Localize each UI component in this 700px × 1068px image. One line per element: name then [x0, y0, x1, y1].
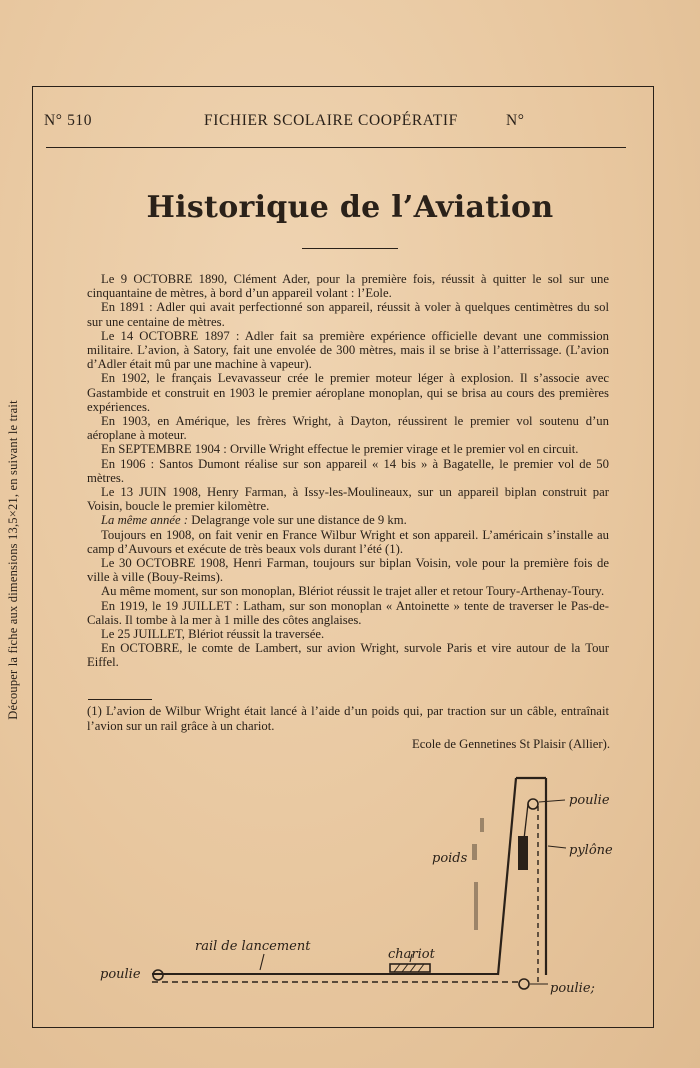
base-pulley-icon	[519, 979, 529, 989]
label-poulie-left: poulie	[100, 967, 141, 982]
top-pulley-icon	[528, 799, 538, 809]
footnote-text: (1) L’avion de Wilbur Wright était lancé à l’aide d’un poids qui, par traction sur un câble, entraînait l’avion sur un rail grâce à un chariot.	[87, 704, 609, 733]
header-title: FICHIER SCOLAIRE COOPÉRATIF	[204, 112, 458, 129]
footnote	[87, 704, 609, 734]
chariot-block	[390, 964, 430, 972]
paragraph: En 1903, en Amérique, les frères Wright, à Dayton, réussirent le premier vol soutenu d’un aéroplane à moteur.	[87, 414, 609, 443]
paragraph: En SEPTEMBRE 1904 : Orville Wright effectue le premier virage et le premier vol en circuit.	[101, 442, 579, 457]
label-poulie-top: poulie	[569, 793, 610, 808]
label-poids: poids	[432, 851, 468, 866]
number-label: N°	[506, 112, 525, 129]
signature: Ecole de Gennetines St Plaisir (Allier).	[411, 737, 610, 751]
paragraph: Toujours en 1908, on fait venir en France Wilbur Wright et son appareil. L’américain s’installe au camp d’Auvours et exécute de très beaux vols durant l’été (1).	[87, 527, 609, 556]
italic-lead: La même année :	[101, 513, 189, 528]
paragraph: En 1919, le 19 JUILLET : Latham, sur son monoplan « Antoinette » tente de traverser le Pas-de-Calais. Il tombe à la mer à 1 mille des côtes anglaises.	[87, 598, 609, 627]
card-number: N° 510	[44, 112, 93, 129]
paragraph: En OCTOBRE, le comte de Lambert, sur avion Wright, survole Paris et vire autour de la Tour Eiffel.	[87, 641, 609, 670]
paragraph: Le 9 OCTOBRE 1890, Clément Ader, pour la première fois, réussit à quitter le sol sur une cinquantaine de mètres, à bord d’un appareil volant : l’Eole.	[87, 272, 609, 301]
label-poulie-right: poulie;	[550, 981, 595, 996]
label-chariot: chariot	[388, 947, 435, 962]
weight-block	[518, 836, 528, 870]
cutting-instruction-text: Découper la fiche aux dimensions 13,5×21, en suivant le trait	[6, 400, 20, 720]
footnote-divider	[88, 699, 152, 700]
paragraph: Le 14 OCTOBRE 1897 : Adler fait sa première expérience officielle devant une commission militaire. L’avion, à Satory, fait une envolée de 300 mètres, mais il se brise à l’atterrissage. (L’avion d’Adler était mû par une machine à vapeur).	[87, 328, 609, 372]
header-divider	[46, 147, 626, 148]
article-body	[87, 272, 609, 670]
pencil-marks	[472, 818, 484, 930]
pylon-structure	[498, 778, 546, 975]
page-title: Historique de l’Aviation	[146, 190, 554, 225]
paragraph: En 1891 : Adler qui avait perfectionné son appareil, réussit à voler à quelques centimètres du sol sur une centaine de mètres.	[87, 300, 609, 329]
paragraph: Le 25 JUILLET, Blériot réussit la traversée.	[101, 627, 325, 642]
paragraph: En 1902, le français Levavasseur crée le premier moteur léger à explosion. Il s’associe avec Gastambide et construit en 1903 le premier aéroplane monoplan, qui se brisa au cours des premières expériences.	[87, 371, 609, 414]
title-divider	[302, 248, 398, 249]
paragraph-italic-lead	[87, 513, 609, 527]
launch-rail-sketch	[90, 770, 630, 1010]
paragraph: Au même moment, sur son monoplan, Blériot réussit le trajet aller et retour Toury-Arthenay-Toury.	[101, 584, 605, 599]
paragraph: Le 13 JUIN 1908, Henry Farman, à Issy-les-Moulineaux, sur un appareil biplan construit par Voisin, boucle le premier kilomètre.	[87, 485, 609, 514]
label-rail: rail de lancement	[195, 939, 311, 954]
italic-rest: Delagrange vole sur une distance de 9 km.	[188, 513, 407, 528]
header	[44, 112, 634, 136]
paragraph: En 1906 : Santos Dumont réalise sur son appareil « 14 bis » à Bagatelle, le premier vol de 50 mètres.	[87, 456, 609, 485]
paragraph: Le 30 OCTOBRE 1908, Henri Farman, toujours sur biplan Voisin, vole pour la première fois de ville à ville (Bouy-Reims).	[87, 556, 609, 585]
label-pylone: pylône	[569, 843, 613, 858]
